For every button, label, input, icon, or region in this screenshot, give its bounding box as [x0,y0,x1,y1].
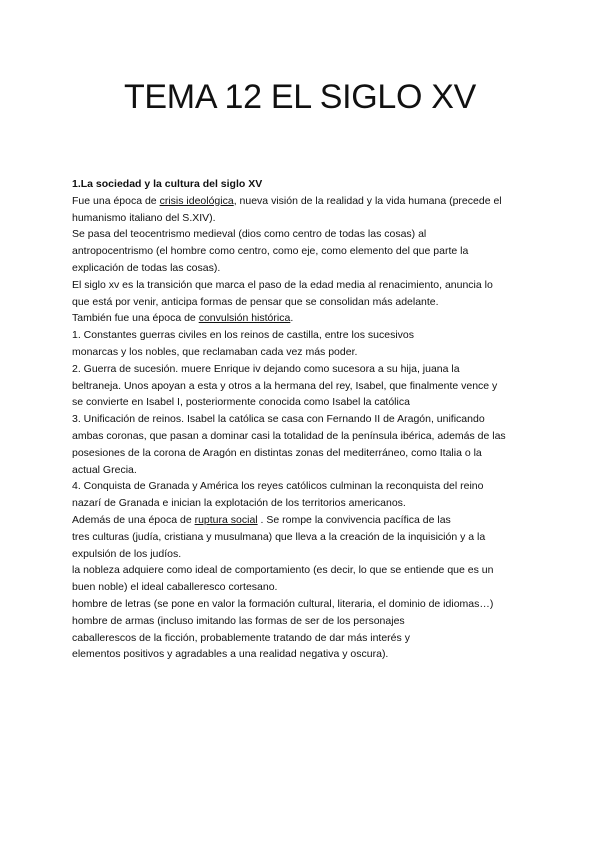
text-line [72,562,534,579]
text-segment: tres culturas (judía, cristiana y musulmana) que lleva a la creación de la inquisición y a la [72,530,486,543]
text-line [72,260,534,277]
text-segment: Además de una época de [72,513,195,526]
text-line [72,630,534,647]
underlined-term: ruptura social [194,513,258,526]
text-segment: hombre de armas (incluso imitando las formas de ser de los personajes [72,614,405,627]
underlined-term: crisis ideológica [159,194,234,207]
text-segment: monarcas y los nobles, que reclamaban cada vez más poder. [72,345,358,358]
text-line [72,193,534,210]
text-line [72,478,534,495]
text-line [72,294,534,311]
document-body [72,176,534,663]
text-segment: antropocentrismo (el hombre como centro, como eje, como elemento del que parte la [72,245,469,258]
text-segment: 1. Constantes guerras civiles en los reinos de castilla, entre los sucesivos [72,329,414,342]
text-line [72,310,534,327]
text-line [72,529,534,546]
text-segment: beltraneja. Unos apoyan a esta y otros a la hermana del rey, Isabel, que finalmente vence y [72,379,498,392]
text-line [72,210,534,227]
text-line [72,512,534,529]
text-line [72,462,534,479]
text-segment: 4. Conquista de Granada y América los reyes católicos culminan la reconquista del reino [72,480,484,493]
text-segment: hombre de letras (se pone en valor la formación cultural, literaria, el dominio de idiomas…) [72,597,494,610]
text-line [72,596,534,613]
text-segment: que está por venir, anticipa formas de pensar que se consolidan más adelante. [72,295,439,308]
text-segment: Fue una época de [72,194,160,207]
text-line [72,327,534,344]
text-line [72,445,534,462]
section-heading [72,176,534,193]
text-line [72,495,534,512]
text-line [72,411,534,428]
text-segment: , nueva visión de la realidad y la vida humana (precede el [233,194,502,207]
text-segment: También fue una época de [72,312,199,325]
text-segment: 1.La sociedad y la cultura del siglo XV [72,178,263,190]
text-line [72,613,534,630]
text-segment: posesiones de la corona de Aragón en distintas zonas del mediterráneo, como Italia o la [72,446,482,459]
text-line [72,361,534,378]
text-segment: explicación de todas las cosas). [72,261,221,274]
underlined-term: convulsión histórica [198,312,291,325]
text-segment: humanismo italiano del S.XIV). [72,211,216,224]
text-line [72,579,534,596]
text-line [72,344,534,361]
text-line [72,546,534,563]
text-segment: buen noble) el ideal caballeresco cortesano. [72,581,278,594]
text-segment: 2. Guerra de sucesión. muere Enrique iv dejando como sucesora a su hija, juana la [72,362,460,375]
text-segment: elementos positivos y agradables a una realidad negativa y oscura). [72,648,389,661]
text-segment: El siglo xv es la transición que marca el paso de la edad media al renacimiento, anuncia lo [72,278,493,291]
text-segment: expulsión de los judíos. [72,547,182,560]
text-segment: Se pasa del teocentrismo medieval (dios como centro de todas las cosas) al [72,228,427,241]
text-line [72,428,534,445]
text-segment: . Se rompe la convivencia pacífica de las [257,513,451,526]
text-line [72,277,534,294]
page-title: TEMA 12 EL SIGLO XV [123,78,477,116]
text-segment: caballerescos de la ficción, probablemente tratando de dar más interés y [72,631,410,644]
text-line [72,646,534,663]
text-segment: la nobleza adquiere como ideal de comportamiento (es decir, lo que se entiende que es un [72,564,494,577]
text-segment: actual Grecia. [72,463,137,476]
text-segment: . [290,312,294,325]
text-line [72,243,534,260]
text-segment: ambas coronas, que pasan a dominar casi la totalidad de la península ibérica, además de las [72,429,506,442]
text-segment: se convierte en Isabel I, posteriormente conocida como Isabel la católica [72,396,410,409]
text-segment: nazarí de Granada e inician la explotación de los territorios americanos. [72,497,406,510]
text-segment: 3. Unificación de reinos. Isabel la católica se casa con Fernando II de Aragón, unificando [72,413,485,426]
text-line [72,378,534,395]
text-line [72,394,534,411]
text-line [72,226,534,243]
